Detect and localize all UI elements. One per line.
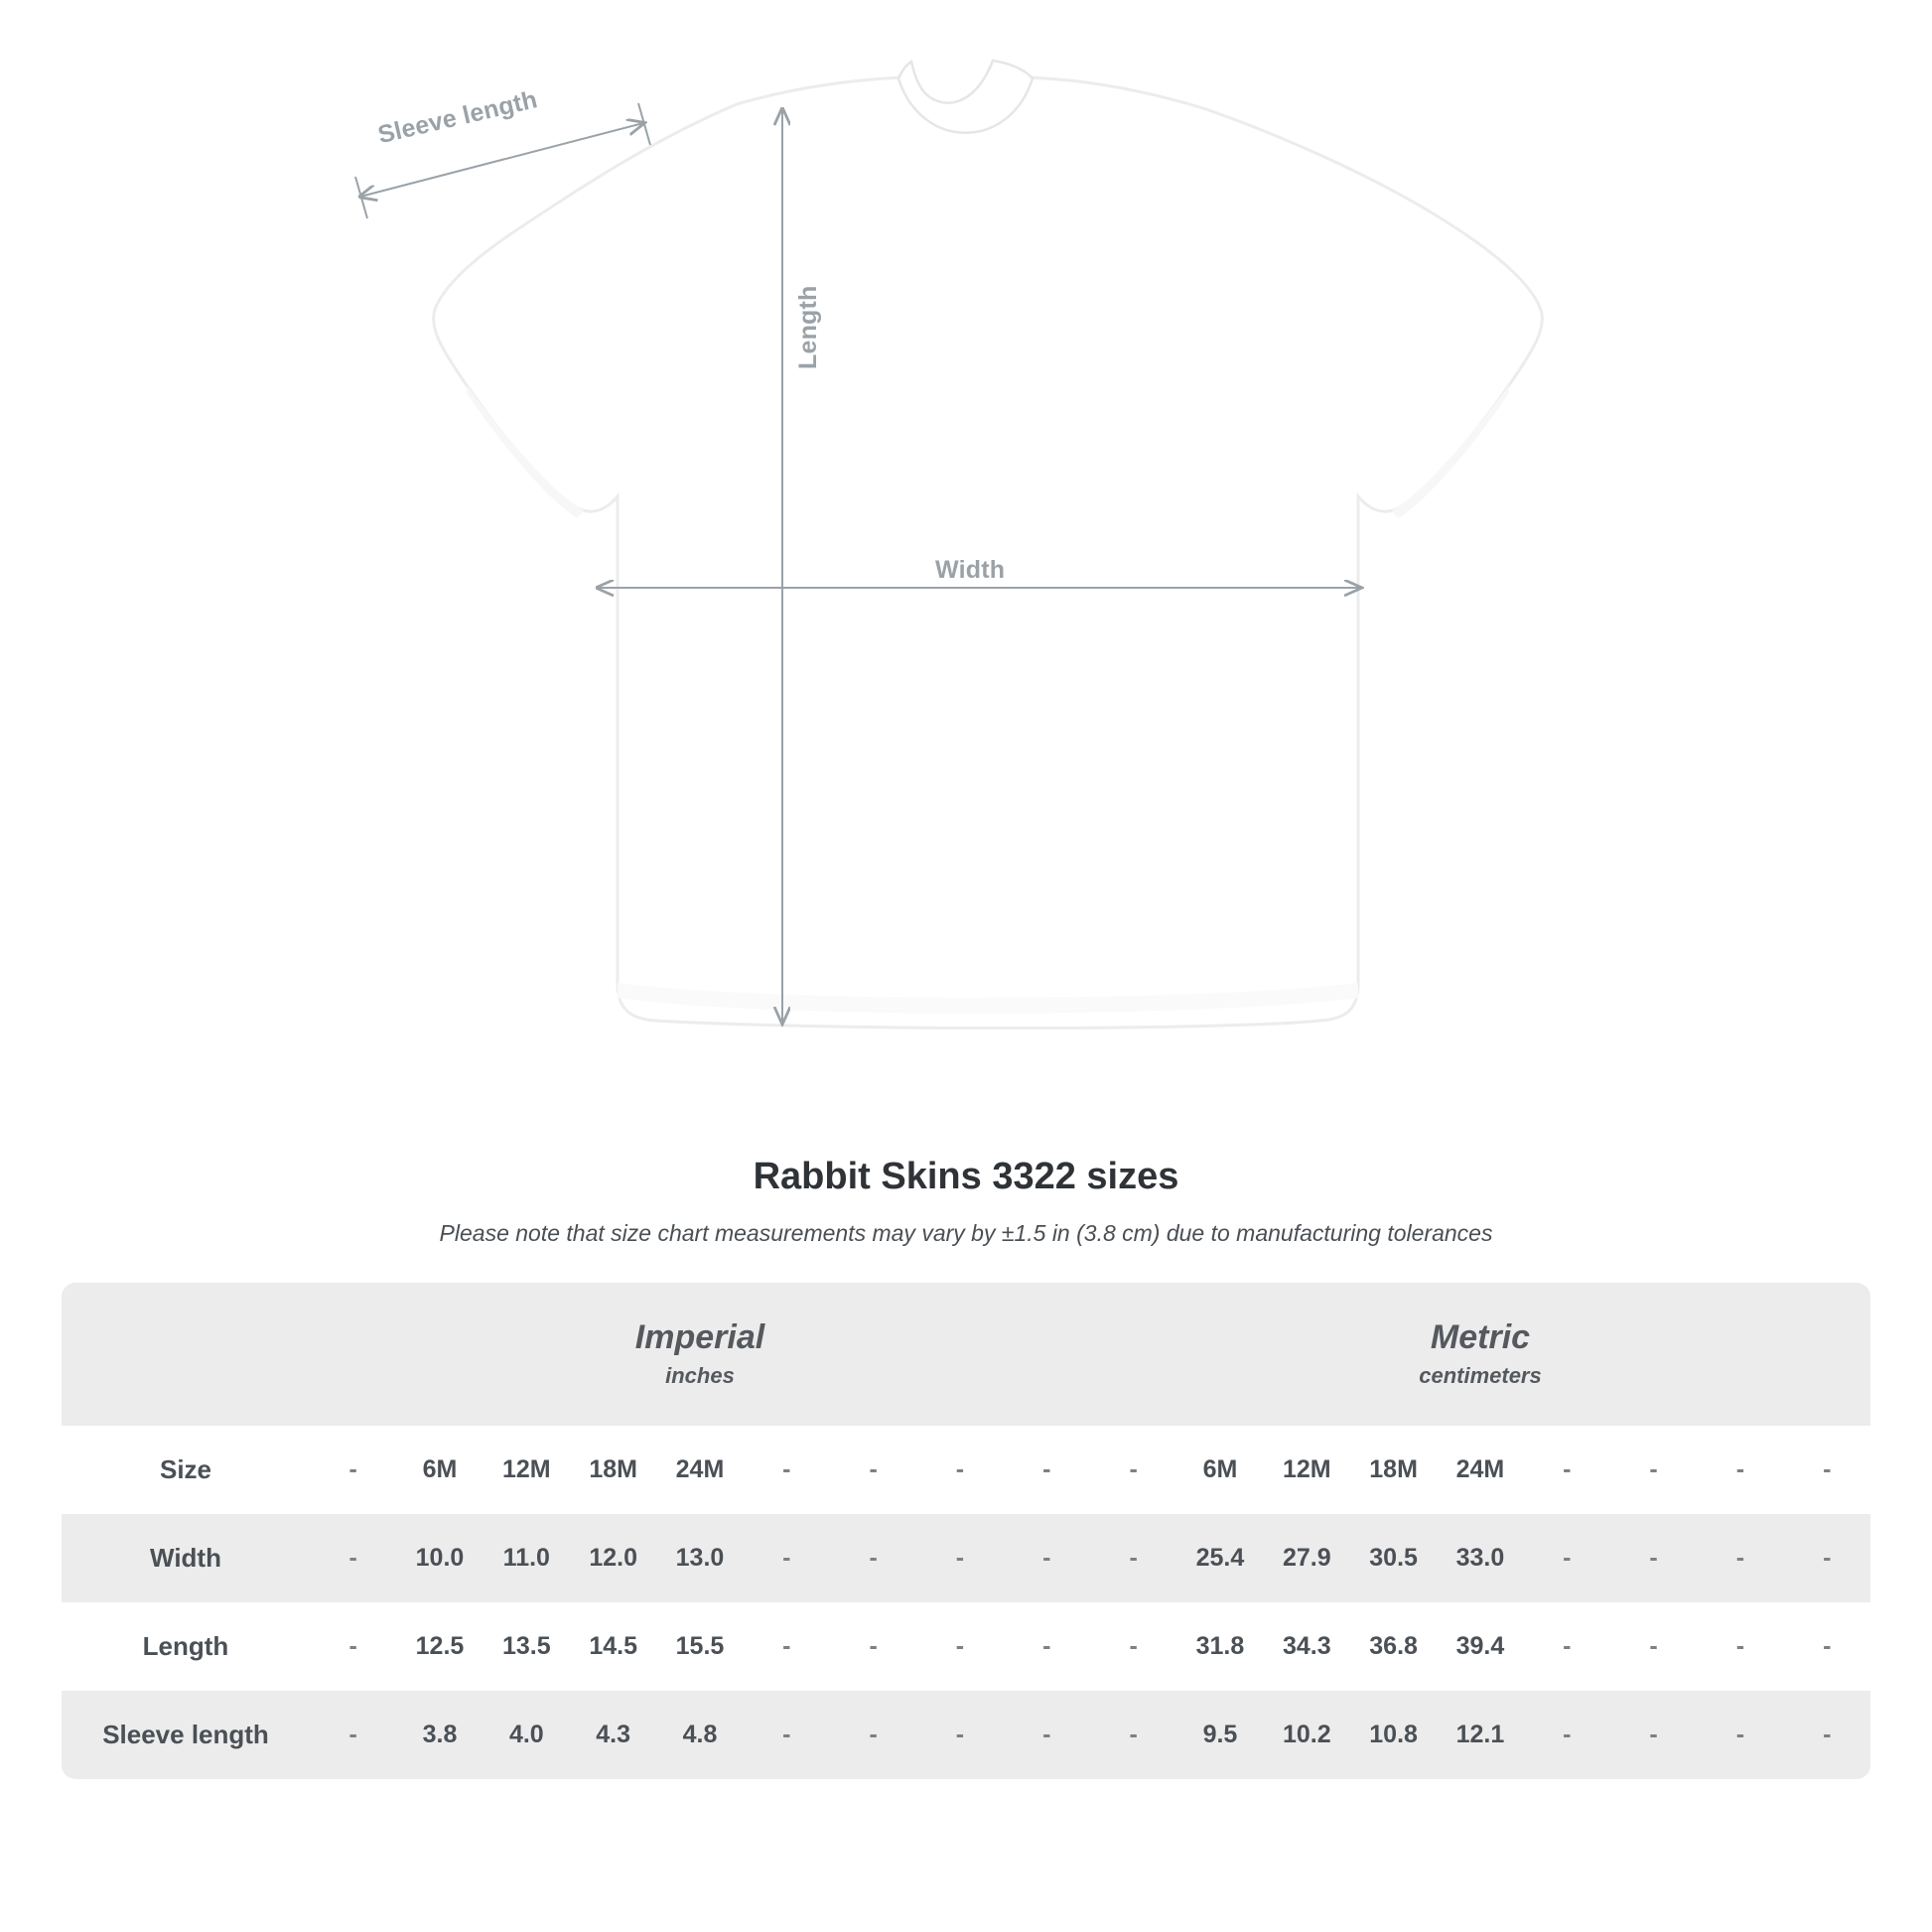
table-cell: - (1735, 1720, 1745, 1748)
table-cell: 14.5 (589, 1631, 637, 1660)
table-cell: 31.8 (1195, 1631, 1245, 1660)
table-cell: 15.5 (675, 1631, 725, 1660)
table-cell: - (1735, 1631, 1745, 1660)
table-cell: - (869, 1631, 878, 1660)
sleeve-length-label: Sleeve length (375, 85, 540, 150)
imperial-unit: inches (665, 1362, 735, 1388)
table-cell: 27.9 (1282, 1543, 1331, 1572)
table-row (62, 1691, 1870, 1779)
table-row (62, 1426, 1870, 1514)
table-cell: - (1823, 1631, 1832, 1660)
table-cell: 13.0 (675, 1543, 725, 1572)
table-cell: 18M (589, 1454, 637, 1483)
metric-unit: centimeters (1419, 1362, 1542, 1388)
table-cell: 18M (1369, 1454, 1418, 1483)
table-cell: 25.4 (1195, 1543, 1245, 1572)
table-cell: 6M (422, 1454, 458, 1483)
imperial-name: Imperial (634, 1318, 765, 1356)
table-cell: - (1649, 1631, 1658, 1660)
table-cell: - (1042, 1631, 1051, 1660)
size-table (62, 1283, 1870, 1779)
table-cell: 34.3 (1282, 1631, 1331, 1660)
table-cell: - (1563, 1720, 1572, 1748)
table-cell: - (1042, 1543, 1051, 1572)
table-cell: 12M (1282, 1454, 1331, 1483)
table-cell: - (1735, 1454, 1745, 1483)
table-cell: - (869, 1720, 878, 1748)
tshirt-shape (434, 61, 1543, 1029)
table-cell: 10.8 (1369, 1720, 1418, 1748)
table-cell: - (1129, 1720, 1138, 1748)
table-corner (62, 1283, 310, 1426)
title-block (0, 1156, 1932, 1247)
table-cell: - (348, 1720, 357, 1748)
table-cell: 12.5 (415, 1631, 465, 1660)
row-label: Sleeve length (102, 1719, 269, 1749)
table-row (62, 1514, 1870, 1602)
table-cell: 9.5 (1202, 1720, 1238, 1748)
table-cell: - (1563, 1631, 1572, 1660)
table-cell: - (1649, 1720, 1658, 1748)
table-cell: 10.0 (415, 1543, 465, 1572)
row-label: Length (142, 1630, 229, 1661)
table-cell: - (1129, 1631, 1138, 1660)
table-cell: 12.1 (1455, 1720, 1505, 1748)
unit-header-row (62, 1283, 1870, 1426)
table-cell: 39.4 (1455, 1631, 1505, 1660)
table-cell: 24M (1455, 1454, 1505, 1483)
table-cell: - (1823, 1720, 1832, 1748)
metric-name: Metric (1430, 1318, 1531, 1356)
table-cell: 12M (502, 1454, 551, 1483)
table-row (62, 1602, 1870, 1691)
table-cell: 4.8 (682, 1720, 718, 1748)
page-title: Rabbit Skins 3322 sizes (753, 1156, 1179, 1197)
table-cell: - (782, 1543, 791, 1572)
size-table-head (62, 1283, 1870, 1426)
table-cell: 10.2 (1282, 1720, 1331, 1748)
table-cell: - (955, 1631, 965, 1660)
table-cell: - (955, 1720, 965, 1748)
row-label: Width (150, 1542, 221, 1573)
table-cell: - (1649, 1454, 1658, 1483)
table-cell: - (955, 1543, 965, 1572)
table-cell: - (782, 1454, 791, 1483)
table-cell: - (1129, 1454, 1138, 1483)
size-table-body (62, 1426, 1870, 1779)
table-cell: - (1129, 1543, 1138, 1572)
table-cell: - (1649, 1543, 1658, 1572)
table-cell: 30.5 (1369, 1543, 1418, 1572)
table-cell: - (955, 1454, 965, 1483)
table-cell: - (782, 1720, 791, 1748)
table-cell: - (869, 1454, 878, 1483)
table-cell: - (1823, 1543, 1832, 1572)
table-cell: 4.0 (508, 1720, 544, 1748)
table-cell: 11.0 (502, 1543, 550, 1572)
metric-group-header (1090, 1283, 1870, 1426)
table-cell: - (1042, 1720, 1051, 1748)
table-cell: - (1823, 1454, 1832, 1483)
table-cell: - (1563, 1543, 1572, 1572)
table-cell: 13.5 (501, 1631, 551, 1660)
table-cell: 33.0 (1455, 1543, 1505, 1572)
table-cell: 3.8 (422, 1720, 458, 1748)
length-label: Length (794, 285, 822, 369)
imperial-group-header (310, 1283, 1090, 1426)
table-cell: - (782, 1631, 791, 1660)
table-cell: - (869, 1543, 878, 1572)
table-cell: 36.8 (1369, 1631, 1418, 1660)
row-label: Size (159, 1453, 212, 1484)
table-cell: 6M (1202, 1454, 1238, 1483)
table-cell: 4.3 (596, 1720, 631, 1748)
table-cell: - (348, 1454, 357, 1483)
table-cell: - (348, 1631, 357, 1660)
table-cell: - (1563, 1454, 1572, 1483)
tolerance-note: Please note that size chart measurements may vary by ±1.5 in (3.8 cm) due to manufacturing tolerances (439, 1220, 1493, 1246)
table-cell: - (348, 1543, 357, 1572)
width-label: Width (935, 556, 1006, 584)
table-cell: - (1042, 1454, 1051, 1483)
table-cell: - (1735, 1543, 1745, 1572)
size-table-wrap (62, 1283, 1870, 1779)
table-cell: 12.0 (589, 1543, 637, 1572)
table-cell: 24M (675, 1454, 725, 1483)
